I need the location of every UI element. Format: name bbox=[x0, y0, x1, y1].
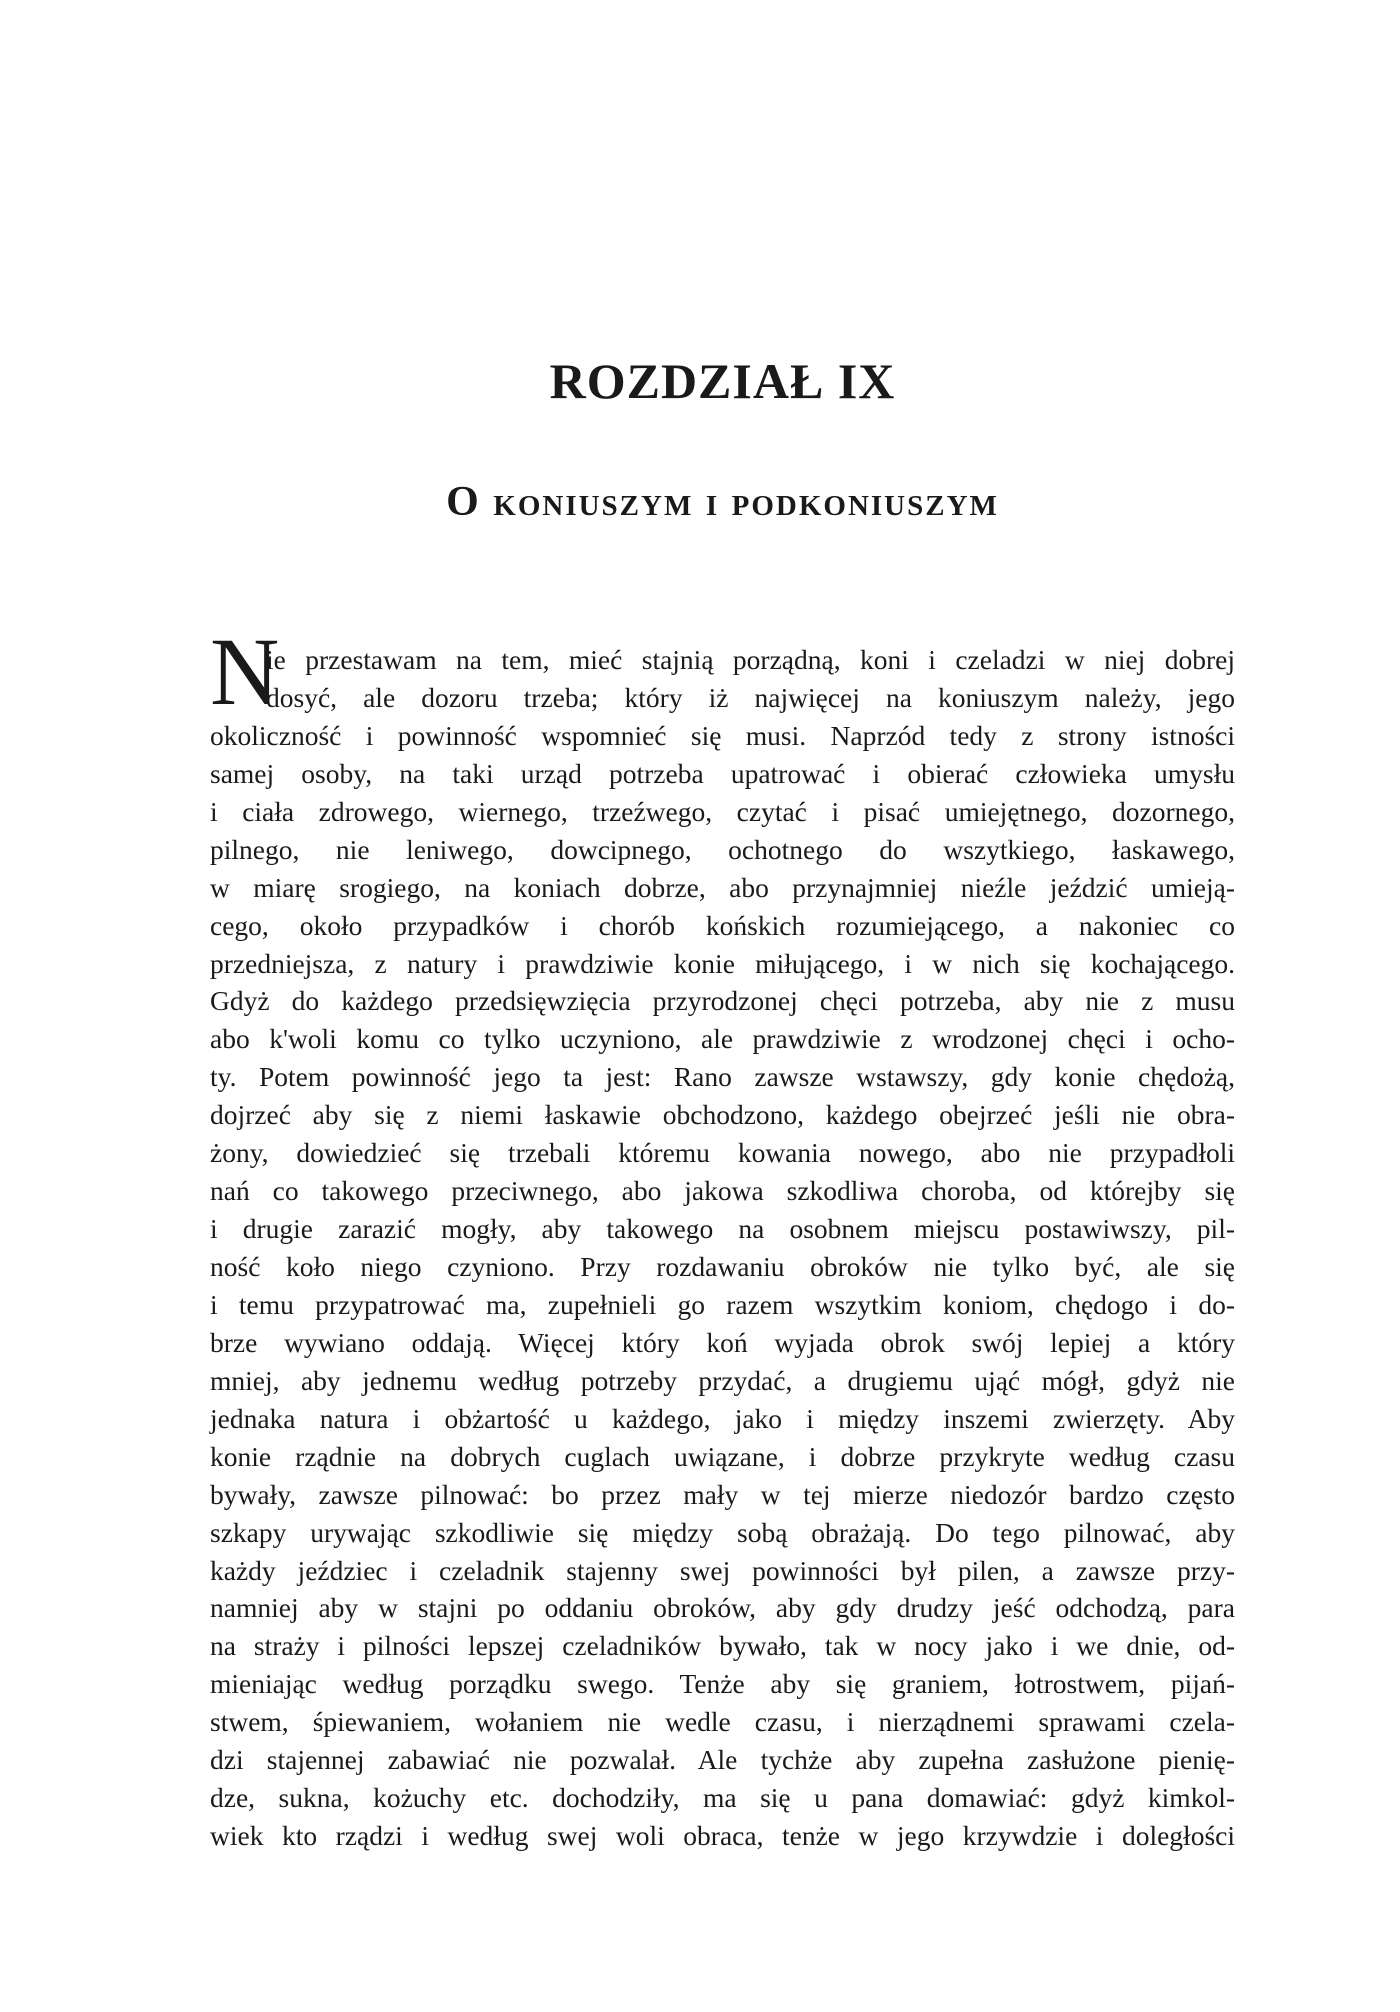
text-line: jednaka natura i obżartość u każdego, jako i między inszemi zwierzęty. Aby bbox=[210, 1402, 1235, 1434]
drop-cap: N bbox=[210, 618, 280, 725]
text-line: namniej aby w stajni po oddaniu obroków, aby gdy drudzy jeść odchodzą, para bbox=[210, 1592, 1235, 1624]
text-line: dojrzeć aby się z niemi łaskawie obchodzono, każdego obejrzeć jeśli nie obra- bbox=[210, 1099, 1235, 1131]
text-line: samej osoby, na taki urząd potrzeba upatrować i obierać człowieka umysłu bbox=[210, 757, 1235, 789]
text-line: dosyć, ale dozoru trzeba; który iż najwięcej na koniuszym należy, jego bbox=[266, 681, 1235, 713]
text-line: dzi stajennej zabawiać nie pozwalał. Ale tychże aby zupełna zasłużone pienię- bbox=[210, 1744, 1235, 1776]
text-line: żony, dowiedzieć się trzebali któremu kowania nowego, abo nie przypadłoli bbox=[210, 1137, 1235, 1169]
text-line: na straży i pilności lepszej czeladników bywało, tak w nocy jako i we dnie, od- bbox=[210, 1630, 1235, 1662]
text-line: i ciała zdrowego, wiernego, trzeźwego, czytać i pisać umiejętnego, dozornego, bbox=[210, 795, 1235, 827]
text-line: ie przestawam na tem, mieć stajnią porządną, koni i czeladzi w niej dobrej bbox=[266, 644, 1235, 675]
text-line: mniej, aby jednemu według potrzeby przydać, a drugiemu ująć mógł, gdyż nie bbox=[210, 1364, 1235, 1396]
text-line: przedniejsza, z natury i prawdziwie konie miłującego, i w nich się kochającego. bbox=[210, 947, 1235, 979]
text-line: ty. Potem powinność jego ta jest: Rano zawsze wstawszy, gdy konie chędożą, bbox=[210, 1061, 1235, 1093]
chapter-subtitle: O koniuszym i podkoniuszym bbox=[446, 479, 999, 525]
chapter-title: ROZDZIAŁ IX bbox=[549, 353, 896, 409]
text-line: stwem, śpiewaniem, wołaniem nie wedle czasu, i nierządnemi sprawami czela- bbox=[210, 1706, 1235, 1738]
text-line: abo k'woli komu co tylko uczyniono, ale prawdziwie z wrodzonej chęci i ocho- bbox=[210, 1023, 1235, 1055]
text-line: każdy jeździec i czeladnik stajenny swej powinności był pilen, a zawsze przy- bbox=[210, 1554, 1235, 1586]
body-paragraph bbox=[210, 641, 1235, 1855]
text-line: mieniając według porządku swego. Tenże aby się graniem, łotrostwem, pijań- bbox=[210, 1668, 1235, 1700]
text-line: w miarę srogiego, na koniach dobrze, abo przynajmniej nieźle jeździć umieją- bbox=[210, 871, 1235, 903]
text-line: brze wywiano oddają. Więcej który koń wyjada obrok swój lepiej a który bbox=[210, 1326, 1235, 1358]
text-line: i drugie zarazić mogły, aby takowego na osobnem miejscu postawiwszy, pil- bbox=[210, 1213, 1235, 1245]
text-line: wiek kto rządzi i według swej woli obraca, tenże w jego krzywdzie i doległości bbox=[210, 1820, 1235, 1852]
text-line: okoliczność i powinność wspomnieć się musi. Naprzód tedy z strony istności bbox=[210, 719, 1235, 751]
text-line: i temu przypatrować ma, zupełnieli go razem wszytkim koniom, chędogo i do- bbox=[210, 1288, 1235, 1320]
text-line: konie rządnie na dobrych cuglach uwiązane, i dobrze przykryte według czasu bbox=[210, 1440, 1235, 1472]
text-line: Gdyż do każdego przedsięwzięcia przyrodzonej chęci potrzeba, aby nie z musu bbox=[210, 985, 1235, 1017]
text-line: nań co takowego przeciwnego, abo jakowa szkodliwa choroba, od którejby się bbox=[210, 1175, 1235, 1207]
text-line: dze, sukna, kożuchy etc. dochodziły, ma się u pana domawiać: gdyż kimkol- bbox=[210, 1782, 1235, 1814]
text-line: cego, około przypadków i chorób końskich rozumiejącego, a nakoniec co bbox=[210, 909, 1235, 941]
text-line: szkapy urywając szkodliwie się między sobą obrażają. Do tego pilnować, aby bbox=[210, 1516, 1235, 1548]
text-line: pilnego, nie leniwego, dowcipnego, ochotnego do wszytkiego, łaskawego, bbox=[210, 833, 1235, 865]
text-line: bywały, zawsze pilnować: bo przez mały w tej mierze niedozór bardzo często bbox=[210, 1478, 1235, 1510]
text-line: ność koło niego czyniono. Przy rozdawaniu obroków nie tylko być, ale się bbox=[210, 1251, 1235, 1282]
